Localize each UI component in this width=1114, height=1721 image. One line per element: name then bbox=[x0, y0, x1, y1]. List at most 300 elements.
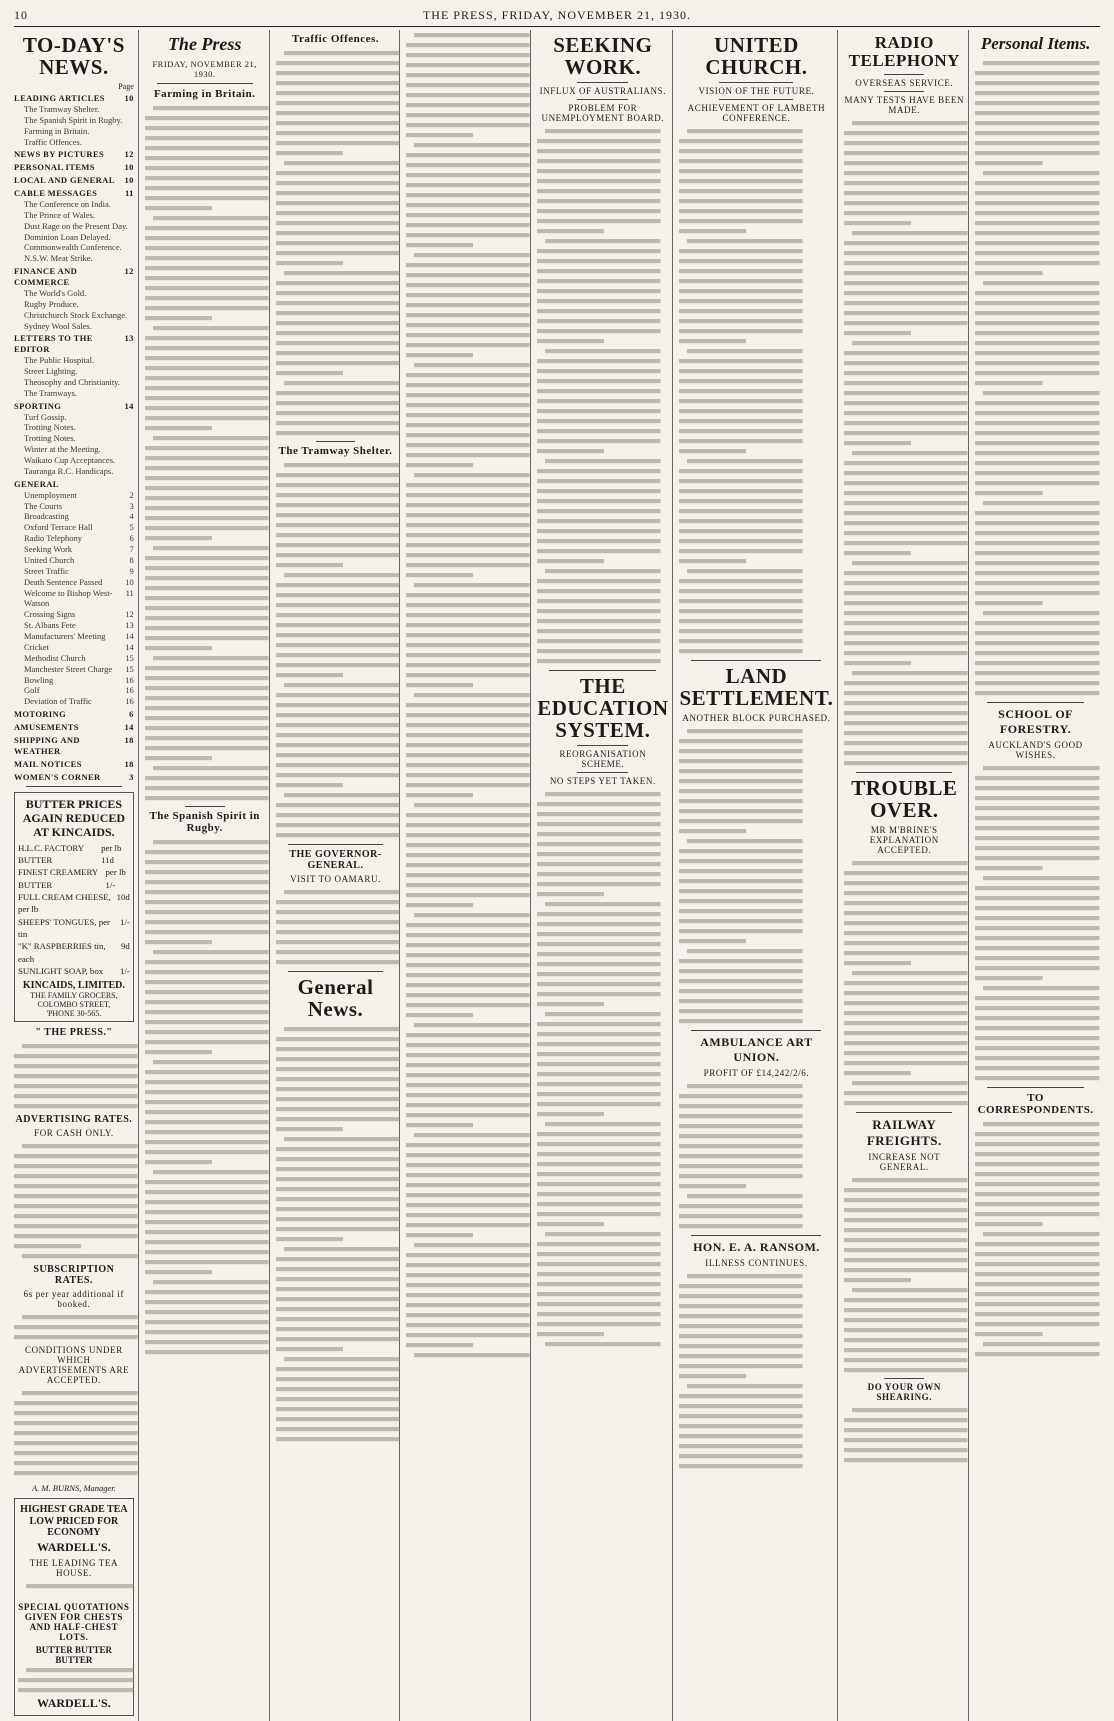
text-line bbox=[537, 922, 661, 926]
text-line bbox=[276, 1337, 400, 1341]
text-line bbox=[975, 1202, 1100, 1206]
shearing-advert bbox=[844, 1405, 964, 1465]
correspondents-notes bbox=[975, 1119, 1096, 1359]
text-line bbox=[406, 793, 473, 797]
text-line bbox=[276, 1207, 400, 1211]
index-section bbox=[14, 772, 134, 783]
text-line bbox=[679, 409, 803, 413]
text-line bbox=[276, 473, 400, 477]
text-line bbox=[145, 1250, 269, 1254]
tea-ad-title: HIGHEST GRADE TEA LOW PRICED FOR ECONOMY bbox=[20, 1504, 128, 1539]
text-line bbox=[537, 539, 661, 543]
text-line bbox=[975, 351, 1100, 355]
text-line bbox=[145, 286, 269, 290]
text-line bbox=[145, 1100, 269, 1104]
text-line bbox=[145, 796, 269, 800]
text-line bbox=[679, 639, 803, 643]
text-line bbox=[537, 942, 661, 946]
index-section-name: NEWS BY PICTURES bbox=[14, 149, 105, 160]
text-lines bbox=[844, 118, 964, 768]
text-line bbox=[406, 863, 530, 867]
text-line bbox=[14, 1411, 138, 1415]
text-line bbox=[844, 581, 968, 585]
text-line bbox=[975, 431, 1100, 435]
text-line bbox=[145, 756, 212, 760]
index-section-page: 14 bbox=[124, 400, 134, 411]
text-line bbox=[145, 1030, 269, 1034]
index-item-label: Bowling bbox=[24, 674, 54, 685]
text-line bbox=[975, 261, 1100, 265]
text-line bbox=[145, 496, 269, 500]
text-line bbox=[145, 136, 269, 140]
farming-heading: Farming in Britain. bbox=[153, 88, 256, 100]
rugby-heading: The Spanish Spirit in Rugby. bbox=[149, 810, 260, 834]
text-lines bbox=[679, 126, 833, 656]
text-line bbox=[276, 181, 400, 185]
text-line bbox=[537, 892, 604, 896]
text-line bbox=[975, 151, 1100, 155]
text-line bbox=[18, 1678, 134, 1682]
text-line bbox=[406, 183, 530, 187]
text-line bbox=[679, 1009, 803, 1013]
text-line bbox=[276, 361, 400, 365]
index-item-label: Radio Telephony bbox=[24, 533, 83, 544]
divider bbox=[691, 660, 821, 661]
index-item bbox=[14, 321, 134, 332]
text-line bbox=[679, 1404, 803, 1408]
text-line bbox=[145, 236, 269, 240]
text-lines bbox=[276, 887, 396, 967]
text-line bbox=[406, 763, 530, 767]
text-line bbox=[537, 1282, 661, 1286]
text-line bbox=[537, 1262, 661, 1266]
text-line bbox=[679, 139, 803, 143]
text-line bbox=[153, 106, 269, 110]
text-line bbox=[14, 1471, 138, 1475]
index-item-label: Sydney Wool Sales. bbox=[24, 320, 92, 331]
text-line bbox=[153, 546, 269, 550]
text-line bbox=[406, 683, 473, 687]
text-line bbox=[145, 1240, 269, 1244]
ambulance-article bbox=[679, 1081, 833, 1231]
text-line bbox=[844, 1358, 968, 1362]
index-section-page: 10 bbox=[124, 175, 134, 186]
text-line bbox=[406, 203, 530, 207]
text-line bbox=[975, 976, 1043, 980]
divider bbox=[157, 83, 253, 84]
text-line bbox=[537, 1292, 661, 1296]
text-line bbox=[679, 289, 803, 293]
text-line bbox=[679, 1434, 803, 1438]
text-line bbox=[844, 461, 968, 465]
text-line bbox=[975, 441, 1100, 445]
text-line bbox=[145, 1040, 269, 1044]
butter-price-row bbox=[18, 940, 130, 965]
text-line bbox=[276, 1197, 400, 1201]
text-line bbox=[276, 813, 400, 817]
text-line bbox=[687, 349, 803, 353]
text-line bbox=[406, 1083, 530, 1087]
butter-price: 1/- bbox=[120, 916, 130, 927]
text-lines bbox=[14, 1141, 134, 1261]
text-line bbox=[153, 216, 269, 220]
index-item-label: Manufacturers' Meeting bbox=[24, 631, 106, 642]
text-line bbox=[844, 721, 968, 725]
text-line bbox=[844, 321, 968, 325]
personal-items-article bbox=[975, 58, 1096, 698]
text-line bbox=[145, 1090, 269, 1094]
butter-price-row bbox=[18, 842, 130, 867]
text-line bbox=[276, 503, 400, 507]
text-line bbox=[145, 786, 269, 790]
text-line bbox=[537, 912, 661, 916]
text-line bbox=[537, 389, 661, 393]
text-line bbox=[537, 309, 661, 313]
text-line bbox=[284, 573, 400, 577]
text-line bbox=[844, 401, 968, 405]
text-line bbox=[537, 1082, 661, 1086]
text-line bbox=[844, 161, 968, 165]
united-church-heading: UNITED CHURCH. bbox=[705, 33, 808, 80]
text-line bbox=[679, 509, 803, 513]
text-line bbox=[537, 619, 661, 623]
personal-items-heading: Personal Items. bbox=[980, 34, 1091, 53]
text-line bbox=[406, 573, 473, 577]
text-line bbox=[975, 1242, 1100, 1246]
text-line bbox=[975, 471, 1100, 475]
text-line bbox=[537, 1302, 661, 1306]
text-line bbox=[537, 169, 661, 173]
text-line bbox=[679, 439, 803, 443]
text-line bbox=[844, 1208, 968, 1212]
text-line bbox=[679, 179, 803, 183]
index-item-label: St. Albans Fete bbox=[24, 620, 76, 631]
todays-news-title: TO-DAY'S NEWS. bbox=[22, 33, 125, 80]
text-line bbox=[975, 886, 1100, 890]
divider bbox=[987, 702, 1084, 703]
kincaids-address: THE FAMILY GROCERS, COLOMBO STREET, bbox=[30, 991, 118, 1010]
index-section bbox=[14, 149, 134, 160]
index-item-label: Oxford Terrace Hall bbox=[24, 522, 93, 533]
text-line bbox=[679, 1454, 803, 1458]
text-line bbox=[545, 349, 661, 353]
text-line bbox=[975, 1152, 1100, 1156]
text-line bbox=[276, 593, 400, 597]
text-line bbox=[414, 473, 530, 477]
text-line bbox=[537, 802, 661, 806]
text-line bbox=[276, 281, 400, 285]
text-line bbox=[406, 823, 530, 827]
index-item bbox=[14, 533, 134, 544]
text-line bbox=[537, 419, 661, 423]
text-line bbox=[975, 381, 1043, 385]
index-item-label: The Public Hospital. bbox=[24, 355, 95, 366]
text-line bbox=[276, 910, 400, 914]
text-line bbox=[679, 1104, 803, 1108]
text-line bbox=[975, 946, 1100, 950]
text-line bbox=[852, 561, 968, 565]
text-line bbox=[406, 1193, 530, 1197]
text-line bbox=[276, 1387, 400, 1391]
text-line bbox=[975, 371, 1100, 375]
text-line bbox=[844, 421, 968, 425]
text-line bbox=[276, 101, 400, 105]
text-line bbox=[537, 209, 661, 213]
index-section-name: LOCAL AND GENERAL bbox=[14, 175, 115, 186]
text-line bbox=[852, 671, 968, 675]
text-line bbox=[679, 1134, 803, 1138]
general-news-article bbox=[276, 1024, 396, 1444]
text-line bbox=[537, 359, 661, 363]
divider bbox=[26, 786, 122, 787]
text-line bbox=[406, 1073, 530, 1077]
text-lines bbox=[679, 1271, 833, 1471]
text-line bbox=[406, 283, 530, 287]
text-line bbox=[145, 266, 269, 270]
text-line bbox=[679, 319, 803, 323]
index-item bbox=[14, 310, 134, 321]
text-line bbox=[679, 1464, 803, 1468]
butter-item: SHEEPS' TONGUES, per tin bbox=[18, 916, 110, 940]
text-line bbox=[537, 1072, 661, 1076]
text-line bbox=[414, 1353, 530, 1357]
index-item bbox=[14, 210, 134, 221]
text-line bbox=[537, 509, 661, 513]
text-line bbox=[975, 1006, 1100, 1010]
text-line bbox=[975, 341, 1100, 345]
text-line bbox=[145, 1130, 269, 1134]
index-item-page: 9 bbox=[129, 565, 134, 576]
text-line bbox=[537, 1182, 661, 1186]
text-line bbox=[975, 491, 1043, 495]
text-line bbox=[975, 1172, 1100, 1176]
butter-price-list bbox=[18, 842, 130, 977]
radio-article bbox=[844, 118, 964, 768]
index-item-page: 15 bbox=[125, 663, 134, 674]
column-2 bbox=[145, 30, 270, 1721]
text-line bbox=[284, 271, 400, 275]
text-line bbox=[975, 641, 1100, 645]
text-line bbox=[983, 1342, 1100, 1346]
text-line bbox=[844, 741, 968, 745]
text-line bbox=[276, 823, 400, 827]
text-line bbox=[145, 1080, 269, 1084]
text-line bbox=[537, 529, 661, 533]
index-section-page: 12 bbox=[124, 149, 134, 160]
text-line bbox=[537, 832, 661, 836]
text-line bbox=[276, 1317, 400, 1321]
text-line bbox=[406, 293, 530, 297]
text-line bbox=[844, 281, 968, 285]
text-line bbox=[406, 1113, 530, 1117]
text-line bbox=[22, 1144, 138, 1148]
text-line bbox=[276, 1347, 343, 1351]
divider bbox=[856, 772, 952, 773]
text-line bbox=[537, 1092, 661, 1096]
divider bbox=[856, 1112, 952, 1113]
text-line bbox=[679, 229, 746, 233]
header-rule bbox=[14, 26, 1100, 27]
text-line bbox=[537, 199, 661, 203]
text-line bbox=[844, 941, 968, 945]
text-line bbox=[975, 271, 1043, 275]
index-item-label: The Conference on India. bbox=[24, 198, 111, 209]
text-line bbox=[406, 713, 530, 717]
kincaids-phone: 'PHONE 30-565. bbox=[46, 1009, 102, 1019]
text-line bbox=[545, 129, 661, 133]
text-line bbox=[975, 511, 1100, 515]
text-line bbox=[145, 196, 269, 200]
text-line bbox=[975, 1262, 1100, 1266]
text-line bbox=[679, 529, 803, 533]
text-line bbox=[679, 969, 803, 973]
text-line bbox=[844, 1348, 968, 1352]
text-line bbox=[537, 1102, 661, 1106]
butter-price-row bbox=[18, 965, 130, 977]
text-line bbox=[276, 411, 400, 415]
text-line bbox=[145, 416, 269, 420]
index-item bbox=[14, 664, 134, 675]
text-line bbox=[276, 833, 400, 837]
text-line bbox=[406, 853, 530, 857]
page-number: 10 bbox=[14, 8, 28, 22]
text-line bbox=[284, 381, 400, 385]
text-line bbox=[679, 629, 803, 633]
text-line bbox=[145, 666, 269, 670]
text-line bbox=[145, 1050, 212, 1054]
text-line bbox=[284, 1357, 400, 1361]
text-line bbox=[276, 301, 400, 305]
text-line bbox=[145, 1070, 269, 1074]
text-line bbox=[406, 1153, 530, 1157]
text-line bbox=[679, 539, 803, 543]
text-line bbox=[145, 396, 269, 400]
text-line bbox=[844, 1438, 968, 1442]
text-line bbox=[844, 151, 968, 155]
tramway-article bbox=[276, 460, 396, 840]
text-line bbox=[406, 313, 530, 317]
butter-item: "K" RASPBERRIES tin, each bbox=[18, 941, 106, 964]
text-line bbox=[679, 869, 803, 873]
text-line bbox=[679, 739, 803, 743]
index-section-name: SPORTING bbox=[14, 400, 62, 411]
text-line bbox=[679, 169, 803, 173]
text-line bbox=[537, 1332, 604, 1336]
text-line bbox=[145, 776, 269, 780]
ambulance-heading: AMBULANCE ART UNION. bbox=[700, 1035, 813, 1065]
text-line bbox=[679, 299, 803, 303]
land-settlement-sub: ANOTHER BLOCK PURCHASED. bbox=[682, 713, 831, 724]
conditions-text bbox=[14, 1388, 134, 1483]
text-line bbox=[406, 433, 530, 437]
text-line bbox=[537, 479, 661, 483]
text-line bbox=[844, 531, 968, 535]
text-line bbox=[537, 249, 661, 253]
text-line bbox=[975, 231, 1100, 235]
index-item-page: 11 bbox=[125, 587, 134, 598]
text-line bbox=[844, 1061, 968, 1065]
text-line bbox=[537, 1222, 604, 1226]
text-line bbox=[687, 1194, 803, 1198]
index-item bbox=[14, 253, 134, 264]
text-line bbox=[679, 899, 803, 903]
index-item-label: Golf bbox=[24, 685, 40, 696]
index-item-page: 2 bbox=[129, 489, 134, 500]
text-lines bbox=[18, 1581, 130, 1599]
index-section-page: 10 bbox=[124, 93, 134, 104]
news-index bbox=[14, 93, 134, 782]
text-line bbox=[679, 429, 803, 433]
index-section bbox=[14, 401, 134, 412]
text-line bbox=[414, 33, 530, 37]
text-line bbox=[975, 661, 1100, 665]
text-line bbox=[14, 1074, 138, 1078]
text-line bbox=[679, 1304, 803, 1308]
text-line bbox=[406, 733, 530, 737]
text-line bbox=[537, 1112, 604, 1116]
governor-heading: THE GOVERNOR-GENERAL. bbox=[289, 849, 382, 871]
page-header bbox=[14, 8, 1100, 24]
text-line bbox=[145, 940, 212, 944]
text-line bbox=[406, 233, 530, 237]
text-line bbox=[406, 523, 530, 527]
text-line bbox=[406, 43, 530, 47]
tramway-heading: The Tramway Shelter. bbox=[278, 445, 393, 457]
index-item-label: Deviation of Traffic bbox=[24, 696, 92, 707]
text-line bbox=[844, 1101, 968, 1105]
butter-price: 10d bbox=[116, 892, 130, 903]
text-line bbox=[844, 1248, 968, 1252]
text-line bbox=[276, 960, 400, 964]
text-line bbox=[545, 1232, 661, 1236]
index-section bbox=[14, 735, 134, 757]
text-line bbox=[687, 129, 803, 133]
index-item-label: Dominion Loan Delayed. bbox=[24, 231, 111, 242]
text-line bbox=[406, 103, 530, 107]
ransom-heading: HON. E. A. RANSOM. bbox=[693, 1240, 820, 1255]
index-item bbox=[14, 511, 134, 522]
manager-sign: A. M. BURNS, Manager. bbox=[31, 1483, 116, 1494]
index-item-label: Christchurch Stock Exchange. bbox=[24, 309, 128, 320]
text-line bbox=[276, 171, 400, 175]
text-line bbox=[679, 259, 803, 263]
text-line bbox=[975, 1272, 1100, 1276]
index-item-label: Methodist Church bbox=[24, 652, 86, 663]
text-line bbox=[537, 822, 661, 826]
text-line bbox=[844, 901, 968, 905]
text-lines bbox=[537, 126, 668, 666]
index-item-label: Trotting Notes. bbox=[24, 422, 76, 433]
text-line bbox=[145, 446, 269, 450]
text-line bbox=[406, 603, 530, 607]
text-line bbox=[153, 840, 269, 844]
text-line bbox=[406, 593, 530, 597]
text-line bbox=[679, 619, 803, 623]
index-item-page: 6 bbox=[129, 533, 134, 544]
text-line bbox=[679, 189, 803, 193]
text-line bbox=[679, 199, 803, 203]
text-line bbox=[284, 1137, 400, 1141]
text-line bbox=[975, 591, 1100, 595]
general-news-heading: General News. bbox=[297, 975, 374, 1022]
text-line bbox=[687, 1084, 803, 1088]
text-line bbox=[844, 1278, 911, 1282]
text-line bbox=[153, 436, 269, 440]
text-line bbox=[14, 1154, 138, 1158]
text-line bbox=[537, 139, 661, 143]
text-line bbox=[844, 891, 968, 895]
text-line bbox=[145, 746, 269, 750]
